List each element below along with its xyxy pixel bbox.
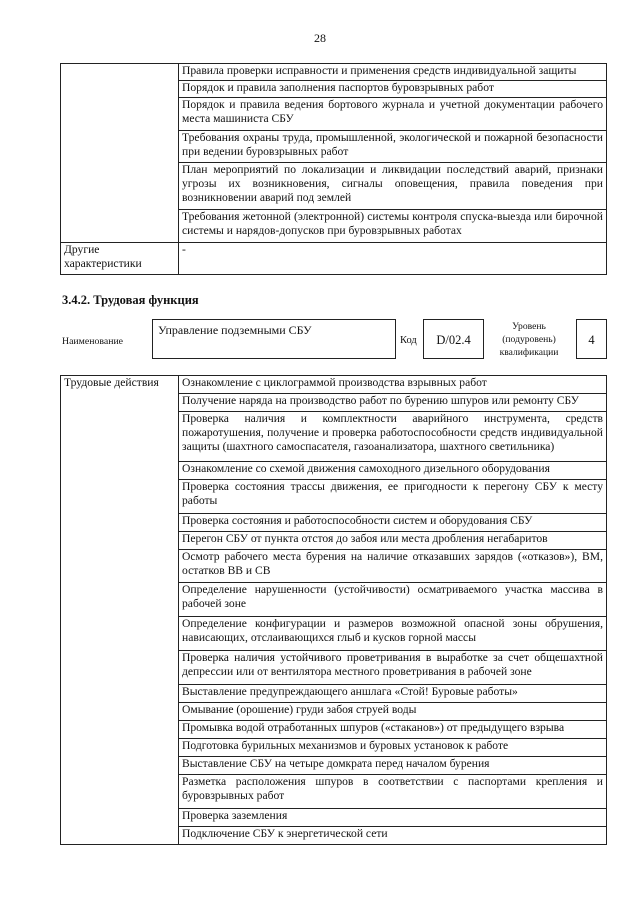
code-label: Код <box>400 335 417 346</box>
code-value: D/02.4 <box>436 333 471 347</box>
labor-action-item: Проверка заземления <box>179 808 607 826</box>
labor-actions-table-body <box>61 376 607 845</box>
labor-actions-label: Трудовые действия <box>61 376 179 845</box>
table-cell-right: Требования охраны труда, промышленной, экологической и пожарной безопасности при ведении буровзрывных работ <box>179 130 607 162</box>
table-row <box>61 242 607 274</box>
knowledge-table <box>60 63 607 275</box>
section-heading: 3.4.2. Трудовая функция <box>62 293 199 307</box>
table-row <box>61 64 607 81</box>
level-label-line-2: (подуровень) <box>502 334 556 345</box>
table-row <box>61 376 607 394</box>
table-cell-right: - <box>179 242 607 274</box>
labor-action-item: Подключение СБУ к энергетической сети <box>179 826 607 844</box>
table-cell-left <box>61 64 179 243</box>
labor-action-item: Определение конфигурации и размеров возможной опасной зоны обрушения, нависающих, отслаивающихся глыб и кусков горной массы <box>179 617 607 651</box>
labor-action-item: Определение нарушенности (устойчивости) осматриваемого участка массива в рабочей зоне <box>179 583 607 617</box>
labor-action-item: Проверка наличия устойчивого проветривания в выработке за счет общешахтной депрессии или от вентилятора местного проветривания в рабочей зоне <box>179 651 607 685</box>
labor-action-item: Получение наряда на производство работ по бурению шпуров или ремонту СБУ <box>179 394 607 412</box>
labor-action-item: Перегон СБУ от пункта отстоя до забоя или места дробления негабаритов <box>179 531 607 549</box>
labor-action-item: Промывка водой отработанных шпуров («стаканов») от предыдущего взрыва <box>179 720 607 738</box>
labor-actions-table <box>60 375 607 845</box>
table-cell-right: Порядок и правила ведения бортового журнала и учетной документации рабочего места машиниста СБУ <box>179 98 607 130</box>
labor-action-item: Проверка состояния трассы движения, ее пригодности к перегону СБУ к месту работы <box>179 479 607 513</box>
page-number: 28 <box>314 31 326 45</box>
knowledge-table-body <box>61 64 607 275</box>
labor-action-item: Ознакомление со схемой движения самоходного дизельного оборудования <box>179 461 607 479</box>
labor-action-item: Подготовка бурильных механизмов и буровых установок к работе <box>179 738 607 756</box>
function-name-value: Управление подземными СБУ <box>158 323 312 337</box>
level-label-line-1: Уровень <box>512 321 546 332</box>
labor-action-item: Проверка наличия и комплектности аварийного инструмента, средств пожаротушения, получение и проверка работоспособности средств индивидуальной защиты (шахтного самоспасателя, газоанализатора, шахтного светильника) <box>179 412 607 462</box>
labor-action-item: Выставление СБУ на четыре домкрата перед началом бурения <box>179 756 607 774</box>
level-label-line-3: квалификации <box>499 347 559 358</box>
labor-action-item: Разметка расположения шпуров в соответствии с паспортами крепления и буровзрывных работ <box>179 774 607 808</box>
labor-action-item: Омывание (орошение) груди забоя струей воды <box>179 702 607 720</box>
qualification-level-label <box>488 320 570 359</box>
table-cell-right: План мероприятий по локализации и ликвидации последствий аварий, признаки угрозы их возникновения, сигналы оповещения, правила поведения при возникновении аварий под землей <box>179 163 607 210</box>
code-box <box>423 319 484 359</box>
labor-action-item: Осмотр рабочего места бурения на наличие отказавших зарядов («отказов»), ВМ, остатков ВВ и СВ <box>179 549 607 583</box>
labor-action-item: Проверка состояния и работоспособности систем и оборудования СБУ <box>179 513 607 531</box>
level-box <box>576 319 607 359</box>
function-name-label: Наименование <box>62 336 124 347</box>
table-cell-left: Другие характеристики <box>61 242 179 274</box>
table-cell-right: Порядок и правила заполнения паспортов буровзрывных работ <box>179 81 607 98</box>
function-name-box <box>152 319 396 359</box>
labor-action-item: Ознакомление с циклограммой производства взрывных работ <box>179 376 607 394</box>
table-cell-right: Правила проверки исправности и применения средств индивидуальной защиты <box>179 64 607 81</box>
table-cell-right: Требования жетонной (электронной) системы контроля спуска-выезда или бирочной системы и нарядов-допусков при буровзрывных работах <box>179 210 607 242</box>
labor-action-item: Выставление предупреждающего аншлага «Стой! Буровые работы» <box>179 684 607 702</box>
level-value: 4 <box>588 333 595 347</box>
